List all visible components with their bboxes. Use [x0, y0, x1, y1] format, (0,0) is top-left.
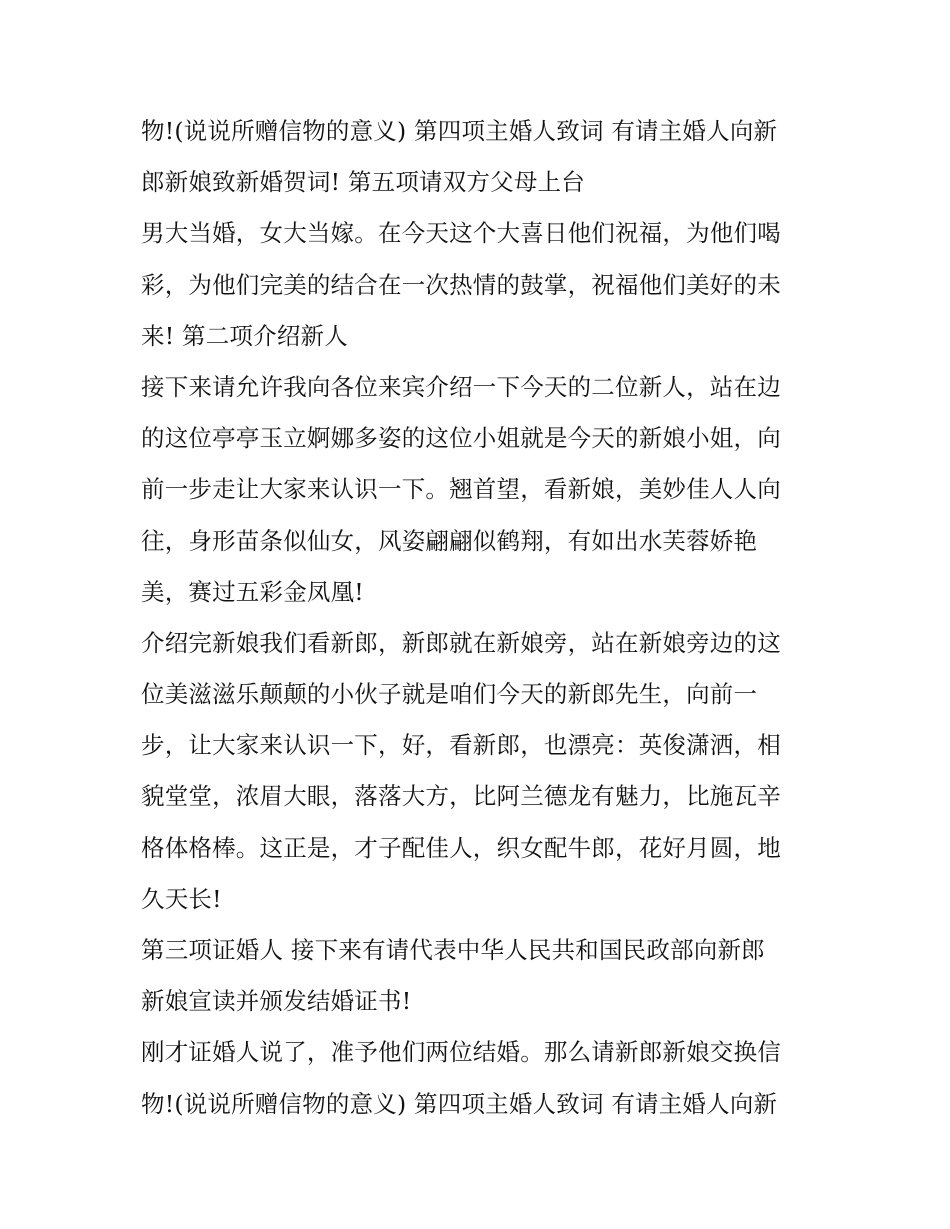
text-line: 前一步走让大家来认识一下。翘首望，看新娘，美妙佳人人向 — [141, 475, 781, 504]
text-line: 刚才证婚人说了，准予他们两位结婚。那么请新郎新娘交换信 — [141, 1038, 781, 1067]
text-line: 格体格棒。这正是，才子配佳人，织女配牛郎，花好月圆，地 — [141, 833, 781, 862]
text-line: 男大当婚，女大当嫁。在今天这个大喜日他们祝福，为他们喝 — [141, 219, 781, 248]
text-line: 美，赛过五彩金凤凰! — [141, 577, 364, 606]
text-line: 郎新娘致新婚贺词! 第五项请双方父母上台 — [141, 168, 585, 197]
text-line: 貌堂堂，浓眉大眼，落落大方，比阿兰德龙有魅力，比施瓦辛 — [141, 782, 781, 811]
text-line: 位美滋滋乐颠颠的小伙子就是咱们今天的新郎先生，向前一 — [141, 680, 758, 709]
text-line: 久天长! — [141, 884, 222, 913]
text-line: 物!(说说所赠信物的意义) 第四项主婚人致词 有请主婚人向新 — [141, 117, 778, 145]
text-line: 第三项证婚人 接下来有请代表中华人民共和国民政部向新郎 — [141, 936, 765, 964]
text-line: 往，身形苗条似仙女，风姿翩翩似鹤翔，有如出水芙蓉娇艳 — [141, 526, 758, 555]
text-line: 步，让大家来认识一下，好，看新郎，也漂亮：英俊潇洒，相 — [141, 731, 781, 760]
document-body — [141, 106, 821, 1130]
text-line: 彩，为他们完美的结合在一次热情的鼓掌，祝福他们美好的未 — [141, 270, 781, 299]
text-line: 接下来请允许我向各位来宾介绍一下今天的二位新人，站在边 — [141, 372, 781, 401]
text-line: 新娘宣读并颁发结婚证书! — [141, 987, 412, 1016]
text-line: 来! 第二项介绍新人 — [141, 321, 348, 350]
text-line: 的这位亭亭玉立婀娜多姿的这位小姐就是今天的新娘小姐，向 — [141, 424, 781, 453]
text-line: 物!(说说所赠信物的意义) 第四项主婚人致词 有请主婚人向新 — [141, 1089, 778, 1118]
text-line: 介绍完新娘我们看新郎，新郎就在新娘旁，站在新娘旁边的这 — [141, 628, 781, 657]
